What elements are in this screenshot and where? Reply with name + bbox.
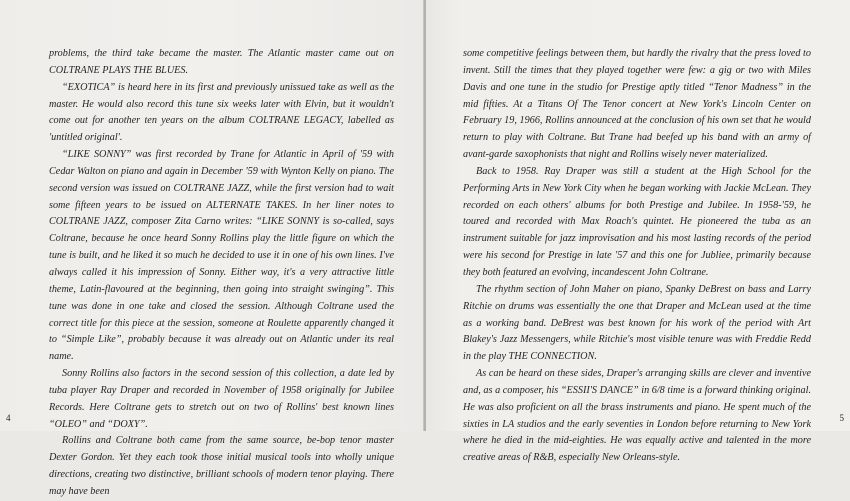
paragraph: “EXOTICA” is heard here in its first and previously unissued take as well as the master. He would also record this tune six weeks later with Elvin, but it wouldn't come out for another ten years on the album COLTRANE LEGACY, labelled as 'untitled original'. — [49, 81, 394, 144]
paragraph: Rollins and Coltrane both came from the same source, be-bop tenor master Dexter Gordon. Yet they each took those initial musical tools into wholly unique directions, creating two distinctive, brilliant schools of modern tenor playing. There may have been — [49, 435, 394, 497]
paragraph: problems, the third take became the master. The Atlantic master came out on COLTRANE PLAYS THE BLUES. — [49, 48, 394, 76]
paragraph: Sonny Rollins also factors in the second session of this collection, a date led by tuba player Ray Draper and recorded in November of 1958 originally for Jubilee Records. Here Coltrane gets to stretch out on two of Rollins' best known lines “OLEO” and “DOXY”. — [49, 368, 394, 430]
paragraph: As can be heard on these sides, Draper's arranging skills are clever and inventive and, as a composer, his “ESSII'S DANCE” in 6/8 time is a forward thinking original. He was also proficient on all the brass instruments and piano. He spent much of the sixties in LA studios and the early seventies in London before returning to New York where he died in the mid-eighties. He was equally active and talented in the more creative areas of R&B, especially New Orleans-style. — [463, 368, 811, 464]
paragraph: some competitive feelings between them, but hardly the rivalry that the press loved to invent. Still the times that they played together were few: a gig or two with Miles Davis and one tune in the studio for Prestige aptly titled “Tenor Madness” in the mid fifties. At a Titans Of The Tenor concert at New York's Lincoln Center on February 19, 1966, Rollins announced at the conclusion of his own set that he would return to play with Coltrane. But Trane had beefed up his band with an army of avant-garde saxophonists that night and Rollins wisely never materialized. — [463, 48, 811, 161]
paragraph: The rhythm section of John Maher on piano, Spanky DeBrest on bass and Larry Ritchie on drums was essentially the one that Draper and McLean used at the time as a working band. DeBrest was best known for his work of the period with Art Blakey's Jazz Messengers, while Ritchie's most visible tenure was with Freddie Redd in the play THE CONNECTION. — [463, 283, 811, 363]
right-page-text — [463, 46, 811, 467]
left-page — [0, 0, 424, 497]
left-page-text — [49, 46, 394, 501]
page-number: 5 — [839, 413, 844, 423]
paragraph: Back to 1958. Ray Draper was still a student at the High School for the Performing Arts in New York City when he began working with Jackie McLean. They recorded on each others' albums for both Prestige and Jubilee. In 1958-'59, he toured and recorded with Max Roach's quintet. He pioneered the tuba as an instrument suitable for jazz improvisation and his most lasting records of the period were his second for Prestige in late '57 and this one for Jubliee, primarily because they both featured an evolving, incandescent John Coltrane. — [463, 165, 811, 278]
paragraph: “LIKE SONNY” was first recorded by Trane for Atlantic in April of '59 with Cedar Walton on piano and again in December '59 with Wynton Kelly on piano. The second version was issued on COLTRANE JAZZ, while the first version had to wait some fifteen years to be issued on ALTERNATE TAKES. In her liner notes to COLTRANE JAZZ, composer Zita Carno writes: “LIKE SONNY is so-called, says Coltrane, because he once heard Sonny Rollins play the little figure on which the tune is built, and he liked it so much he decided to use it in one of his own lines. I've always called it his impression of Sonny. Either way, it's a very attractive little theme, Latin-flavoured at the beginning, then going into straight swinging”. This tune was done in one take and closed the session. Although Coltrane used the correct title for this piece at the session, someone at Roulette apparently changed it to “Simple Like”, probably because it was already out on Atlantic under its real name. — [49, 149, 394, 363]
page-number: 4 — [6, 413, 11, 423]
right-page — [426, 0, 850, 464]
